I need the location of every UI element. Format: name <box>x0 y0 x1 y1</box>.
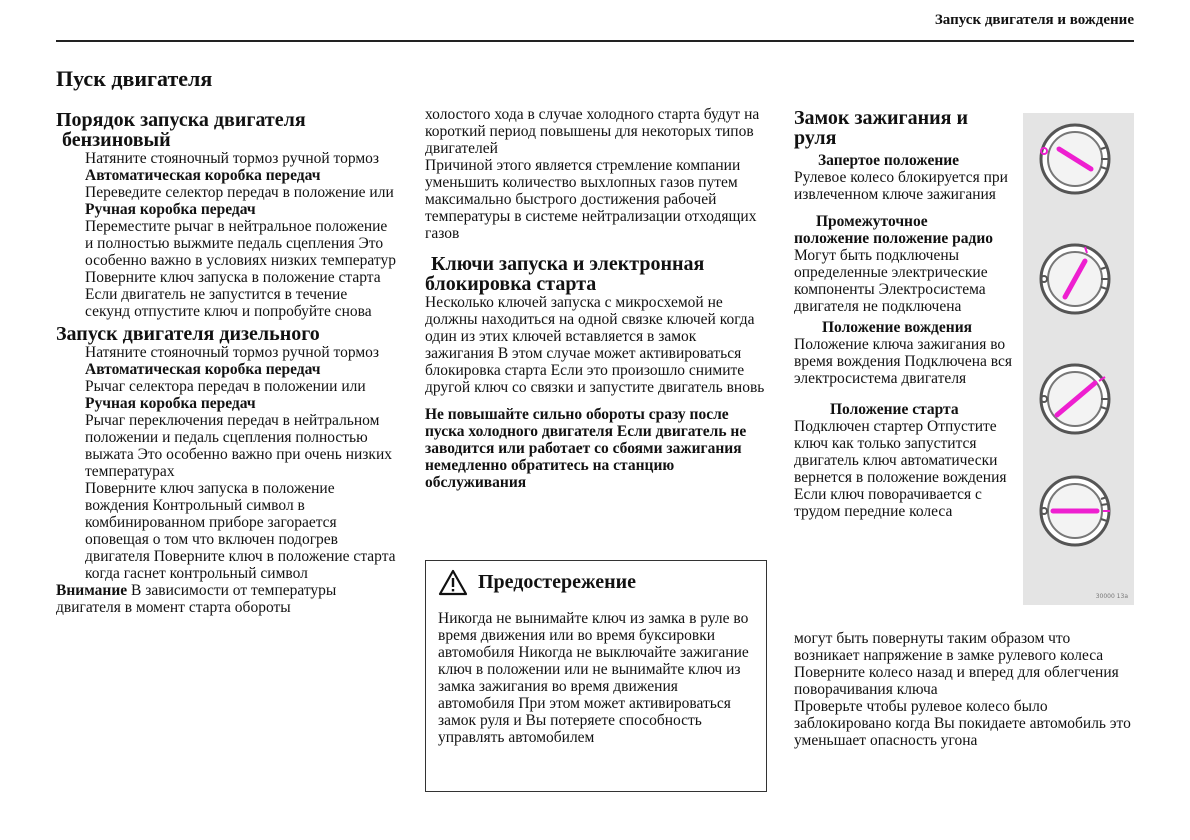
keys-heading: Ключи запуска и электронная блокировка старта <box>425 253 705 295</box>
page-title: Пуск двигателя <box>56 66 213 91</box>
caution-title: Предостережение <box>478 571 637 593</box>
emission-paragraph: Причиной этого является стремление компании уменьшить количество выхлопных газов путем максимально быстрого достижения рабочей температуры в системе нейтрализации отходящих газов <box>425 157 757 242</box>
lock-text: Рулевое колесо блокируется при извлеченном ключе зажигания <box>794 169 1008 203</box>
header-rule <box>56 40 1134 42</box>
column-2 <box>425 106 767 491</box>
caution-box <box>425 560 767 792</box>
key-lock-position-icon <box>1037 121 1113 197</box>
caution-header <box>438 569 754 596</box>
petrol-auto-text: Переведите селектор передач в положение или <box>85 184 394 201</box>
final-paragraph: Проверьте чтобы рулевое колесо было заблокировано когда Вы покидаете автомобиль это уменьшает опасность угона <box>794 698 1131 749</box>
petrol-step-handbrake: Натяните стояночный тормоз ручной тормоз <box>85 150 380 167</box>
diesel-auto-text: Рычаг селектора передач в положении или <box>85 378 366 395</box>
diesel-step-handbrake: Натяните стояночный тормоз ручной тормоз <box>85 344 380 361</box>
note-label: Внимание <box>56 582 128 599</box>
key-drive-position-icon <box>1037 361 1113 437</box>
rpm-warning: Не повышайте сильно обороты сразу после пуска холодного двигателя Если двигатель не заводится или работает со сбоями зажигания немедленно обратитесь на станцию обслуживания <box>425 406 747 491</box>
key-accessory-position-icon <box>1037 241 1113 317</box>
running-header: Запуск двигателя и вождение <box>934 12 1134 28</box>
key-positions-figure <box>1023 113 1134 605</box>
lock-label: Запертое положение <box>818 152 960 169</box>
acc-label: Промежуточное положение положение радио <box>794 213 994 247</box>
start-label: Положение старта <box>830 401 959 418</box>
acc-text: Могут быть подключены определенные электрические компоненты Электросистема двигателя не подключена <box>794 247 988 315</box>
note <box>56 582 396 616</box>
drive-label: Положение вождения <box>822 319 973 336</box>
column-3-continued <box>794 630 1139 749</box>
start-text: Подключен стартер Отпустите ключ как только запустится двигатель ключ автоматически вернется в положение вождения Если ключ поворачивается с трудом передние колеса <box>794 418 1007 520</box>
keys-paragraph: Несколько ключей запуска с микросхемой не должны находиться на одной связке ключей когда один из этих ключей вставляется в замок зажигания В этом случае может активироваться блокировка старта Если это произошло снимите другой ключ со связки и запустите двигатель вновь <box>425 294 765 396</box>
diesel-heading: Запуск двигателя дизельного <box>56 323 320 345</box>
petrol-manual-label: Ручная коробка передач <box>85 201 256 218</box>
petrol-manual-text: Переместите рычаг в нейтральное положение и полностью выжмите педаль сцепления Это особенно важно в условиях низких температур <box>85 218 396 269</box>
ignition-heading: Замок зажигания и руля <box>794 107 968 149</box>
key-start-position-icon <box>1037 473 1113 549</box>
figure-code: 30000 13a <box>1095 593 1128 600</box>
petrol-heading: Порядок запуска двигателя бензиновый <box>56 109 306 151</box>
start-continuation: могут быть повернуты таким образом что возникает напряжение в замке рулевого колеса Поверните колесо назад и вперед для облегчения поворачивания ключа <box>794 630 1119 698</box>
drive-text: Положение ключа зажигания во время вождения Подключена вся электросистема двигателя <box>794 336 1013 387</box>
column-3 <box>794 108 1014 520</box>
note-text: В зависимости от температуры двигателя в момент старта обороты <box>56 582 337 616</box>
warning-triangle-icon <box>438 569 468 596</box>
diesel-manual-label: Ручная коробка передач <box>85 395 256 412</box>
petrol-step-start: Поверните ключ запуска в положение старта Если двигатель не запустится в течение секунд отпустите ключ и попробуйте снова <box>85 269 381 320</box>
petrol-auto-label: Автоматическая коробка передач <box>85 167 321 184</box>
column-1 <box>56 110 396 616</box>
diesel-step-start: Поверните ключ запуска в положение вождения Контрольный символ в комбинированном приборе загорается оповещая о том что включен подогрев двигателя Поверните ключ в положение старта когда гаснет контрольный символ <box>85 480 396 582</box>
idle-continuation: холостого хода в случае холодного старта будут на короткий период повышены для некоторых типов двигателей <box>425 106 760 157</box>
diesel-manual-text: Рычаг переключения передач в нейтральном положении и педаль сцепления полностью выжата Это особенно важно при очень низких температурах <box>85 412 392 480</box>
diesel-auto-label: Автоматическая коробка передач <box>85 361 321 378</box>
caution-text: Никогда не вынимайте ключ из замка в руле во время движения или во время буксировки автомобиля Никогда не выключайте зажигание ключ в положении или не вынимайте ключ из замка зажигания во время движения автомобиля При этом может активироваться замок руля и Вы потеряете способность управлять автомобилем <box>438 610 749 746</box>
